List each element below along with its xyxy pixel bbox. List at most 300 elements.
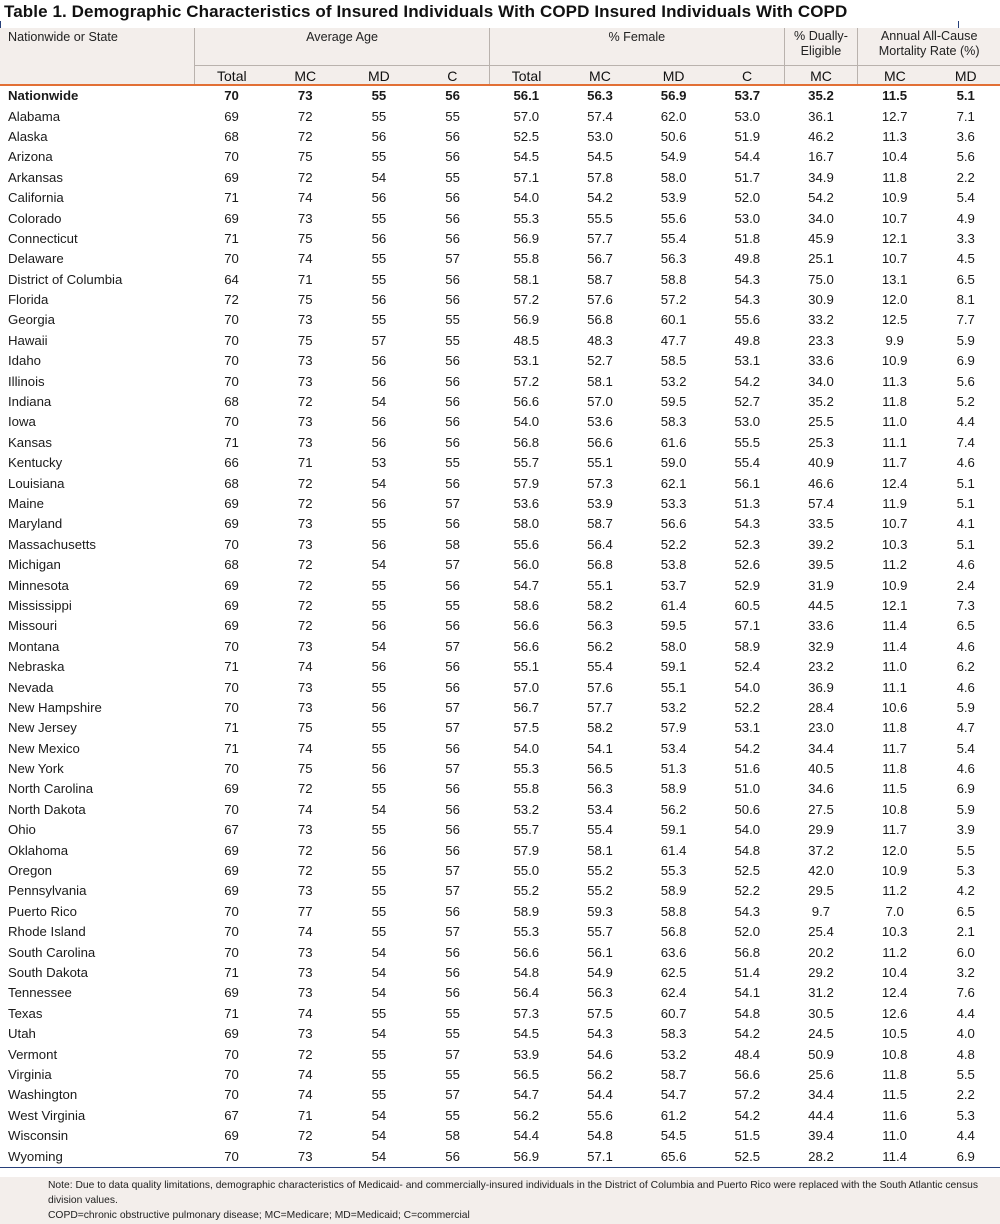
state-name-cell: Wyoming [0,1146,195,1167]
value-cell: 57.5 [587,1005,613,1021]
value-cell: 73 [297,210,313,226]
value-cell: 58.0 [513,516,540,532]
value-cell: 10.5 [881,1026,908,1042]
value-cell: 56 [445,190,460,206]
value-cell: 70 [224,1046,239,1062]
value-cell: 58 [445,1128,460,1144]
value-cell: 56 [445,373,460,389]
value-cell: 5.1 [956,496,975,511]
header-dually-eligible [784,28,858,66]
subheader-cell: MD [342,66,416,86]
value-cell: 55 [371,822,387,838]
value-cell: 11.5 [882,88,908,104]
value-cell: 48.5 [513,332,540,348]
value-cell: 29.5 [808,883,834,899]
table-row [0,861,1000,881]
value-cell: 70 [224,332,239,348]
value-cell: 62.4 [660,985,687,1001]
value-cell: 54.4 [513,1128,540,1144]
value-cell: 58.7 [587,271,613,287]
value-cell: 9.9 [885,332,904,348]
header-mortality-rate [858,28,1000,66]
value-cell: 59.5 [660,394,687,410]
value-cell: 54.0 [513,190,540,206]
value-cell: 23.2 [808,659,834,675]
value-cell: 56.4 [587,536,613,552]
state-name-cell: Nevada [8,679,54,695]
value-cell: 54.7 [513,1087,540,1103]
value-cell: 34.6 [808,781,834,797]
value-cell: 24.5 [808,1026,834,1042]
value-cell: 35.2 [808,394,834,410]
value-cell: 56 [445,149,460,165]
value-cell: 66 [224,455,239,471]
demographics-table [0,28,1000,1168]
value-cell: 55.5 [734,434,761,450]
value-cell: 72 [297,128,313,144]
value-cell: 2.2 [956,169,975,185]
value-cell: 57.8 [587,169,613,185]
value-cell: 6.9 [956,353,975,369]
value-cell: 51.5 [734,1128,761,1144]
value-cell: 61.6 [660,434,687,450]
value-cell: 62.5 [660,964,687,980]
header-average-age: Average Age [195,28,490,66]
value-cell: 44.5 [808,597,834,613]
table-row [0,1065,1000,1085]
value-cell: 74 [297,659,313,675]
value-cell: 52.5 [513,128,540,144]
value-cell: 57.4 [808,496,834,511]
table-row [0,596,1000,616]
value-cell: 11.2 [882,557,907,573]
value-cell: 56 [371,659,387,675]
value-cell: 56 [371,353,387,369]
state-name-cell: Ohio [8,822,36,838]
table-row [0,208,1000,228]
value-cell: 53.0 [734,414,761,430]
value-cell: 72 [224,292,239,308]
table-row [0,840,1000,860]
value-cell: 53.1 [734,353,761,369]
value-cell: 70 [224,1087,239,1103]
value-cell: 54.7 [513,577,540,593]
value-cell: 54.3 [734,516,761,532]
value-cell: 69 [224,577,239,593]
value-cell: 69 [224,108,239,124]
value-cell: 4.6 [956,638,975,654]
value-cell: 55 [371,903,387,919]
value-cell: 11.0 [882,659,907,675]
value-cell: 72 [297,618,313,634]
value-cell: 34.4 [808,1087,834,1103]
value-cell: 51.3 [660,761,687,777]
value-cell: 56.6 [513,638,540,654]
value-cell: 48.4 [734,1046,761,1062]
value-cell: 55 [371,271,387,287]
value-cell: 53.7 [734,88,761,104]
value-cell: 55.1 [660,679,687,695]
value-cell: 75.0 [808,271,834,287]
footnote [0,1177,1000,1224]
value-cell: 51.7 [734,169,761,185]
value-cell: 57.1 [563,1146,637,1167]
value-cell: 58.2 [587,720,613,736]
value-cell: 69 [224,863,239,879]
value-cell: 23.0 [808,720,834,736]
value-cell: 54.1 [587,740,613,756]
value-cell: 70 [224,536,239,552]
value-cell: 57 [445,496,460,511]
value-cell: 57.4 [587,108,613,124]
value-cell: 56 [445,394,460,410]
value-cell: 5.1 [956,536,975,552]
table-row [0,392,1000,412]
value-cell: 73 [297,1026,313,1042]
subheader-cell: C [710,66,784,86]
value-cell: 69 [224,618,239,634]
value-cell: 69 [224,883,239,899]
value-cell: 59.3 [587,903,613,919]
value-cell: 70 [224,924,239,940]
value-cell: 63.6 [660,944,687,960]
state-name-cell: Illinois [8,373,45,389]
value-cell: 56.6 [513,394,540,410]
value-cell: 55 [445,108,460,124]
table-row [0,270,1000,290]
value-cell: 11.2 [882,883,907,899]
value-cell: 56 [445,414,460,430]
value-cell: 10.3 [881,924,908,940]
value-cell: 53.2 [660,699,687,715]
table-row [0,188,1000,208]
table-row [0,351,1000,371]
table-row [0,106,1000,126]
value-cell: 46.2 [808,128,834,144]
value-cell: 10.9 [881,863,908,879]
value-cell: 4.4 [956,414,975,430]
value-cell: 57.7 [587,699,613,715]
value-cell: 56.7 [587,251,613,267]
value-cell: 73 [297,883,313,899]
value-cell: 53.4 [660,740,687,756]
value-cell: 10.4 [881,964,908,980]
value-cell: 5.3 [956,863,975,879]
state-name-cell: Missouri [8,618,58,634]
value-cell: 34.9 [808,169,834,185]
value-cell: 56 [371,190,387,206]
value-cell: 72 [297,108,313,124]
table-row [0,1044,1000,1064]
value-cell: 10.6 [881,699,908,715]
value-cell: 51.4 [734,964,761,980]
value-cell: 28.2 [784,1146,858,1167]
value-cell: 74 [297,1005,313,1021]
value-cell: 55.7 [513,455,540,471]
value-cell: 55 [445,455,460,471]
value-cell: 54.0 [513,740,540,756]
value-cell: 70 [224,414,239,430]
value-cell: 55.6 [513,536,540,552]
value-cell: 10.9 [881,190,908,206]
value-cell: 11.1 [882,679,907,695]
value-cell: 36.9 [808,679,834,695]
value-cell: 55 [445,1107,460,1123]
value-cell: 56 [445,964,460,980]
value-cell: 56 [445,475,460,491]
value-cell: 57 [445,924,460,940]
value-cell: 57 [445,720,460,736]
value-cell: 12.1 [881,597,908,613]
value-cell: 70 [195,1146,269,1167]
value-cell: 54 [371,985,387,1001]
value-cell: 55 [371,1046,387,1062]
value-cell: 77 [297,903,313,919]
value-cell: 72 [297,863,313,879]
state-name-cell: Pennsylvania [8,883,87,899]
value-cell: 68 [224,394,239,410]
value-cell: 54.8 [734,842,761,858]
state-name-cell: California [8,190,64,206]
value-cell: 56 [371,699,387,715]
value-cell: 11.8 [882,720,907,736]
value-cell: 59.5 [660,618,687,634]
value-cell: 4.6 [956,455,975,471]
value-cell: 57 [445,883,460,899]
value-cell: 56 [445,944,460,960]
value-cell: 73 [297,312,313,328]
value-cell: 72 [297,781,313,797]
value-cell: 57.2 [734,1087,761,1103]
value-cell: 11.8 [882,1066,907,1082]
value-cell: 57.9 [660,720,687,736]
state-name-cell: Puerto Rico [8,903,77,919]
table-row [0,616,1000,636]
value-cell: 69 [224,597,239,613]
value-cell: 39.2 [808,536,834,552]
value-cell: 56 [445,618,460,634]
value-cell: 50.6 [734,801,761,817]
value-cell: 54 [371,964,387,980]
value-cell: 54.9 [660,149,687,165]
value-cell: 40.9 [808,455,834,471]
value-cell: 62.1 [660,475,687,491]
state-name-cell: Hawaii [8,332,48,348]
state-name-cell: Nebraska [8,659,65,675]
value-cell: 56 [445,985,460,1001]
value-cell: 30.9 [808,292,834,308]
value-cell: 52.5 [734,863,761,879]
table-row [0,494,1000,514]
value-cell: 56.8 [660,924,687,940]
table-row [0,331,1000,351]
state-name-cell: Utah [8,1026,36,1042]
value-cell: 61.4 [660,842,687,858]
table-row [0,983,1000,1003]
value-cell: 56 [445,88,460,104]
value-cell: 11.6 [882,1107,907,1123]
value-cell: 56.1 [734,475,761,491]
value-cell: 36.1 [808,108,834,124]
value-cell: 4.6 [956,761,975,777]
value-cell: 56 [445,801,460,817]
value-cell: 32.9 [808,638,834,654]
value-cell: 10.4 [881,149,908,165]
value-cell: 56 [445,740,460,756]
value-cell: 60.5 [734,597,761,613]
value-cell: 75 [297,292,313,308]
value-cell: 11.3 [882,128,907,144]
value-cell: 53.6 [587,414,613,430]
value-cell: 33.6 [808,353,834,369]
subheader-cell: MD [931,66,1000,86]
value-cell: 70 [224,903,239,919]
value-cell: 75 [297,230,313,246]
value-cell: 53.0 [587,128,613,144]
value-cell: 4.4 [956,1128,975,1144]
table-row [0,575,1000,595]
state-name-cell: Maryland [8,516,63,532]
table-row [0,249,1000,269]
value-cell: 11.3 [882,373,907,389]
value-cell: 55.8 [513,781,540,797]
value-cell: 72 [297,475,313,491]
value-cell: 56.0 [513,557,540,573]
value-cell: 57.3 [513,1005,540,1021]
value-cell: 55.3 [660,863,687,879]
value-cell: 52.2 [734,883,761,899]
table-row [0,290,1000,310]
value-cell: 55 [371,577,387,593]
value-cell: 71 [297,271,313,287]
value-cell: 6.5 [956,903,975,919]
value-cell: 4.7 [956,720,975,736]
value-cell: 59.1 [660,822,687,838]
state-name-cell: Maine [8,496,44,511]
value-cell: 71 [224,434,239,450]
value-cell: 54.3 [587,1026,613,1042]
value-cell: 71 [224,740,239,756]
value-cell: 5.5 [956,1066,975,1082]
value-cell: 54.5 [660,1128,687,1144]
value-cell: 49.8 [734,251,761,267]
value-cell: 10.9 [881,577,908,593]
value-cell: 6.5 [956,618,975,634]
value-cell: 56 [371,536,387,552]
value-cell: 73 [297,353,313,369]
table-row [0,657,1000,677]
value-cell: 39.4 [808,1128,834,1144]
value-cell: 53.9 [513,1046,540,1062]
value-cell: 10.9 [881,353,908,369]
state-name-cell: South Carolina [8,944,96,960]
value-cell: 60.7 [660,1005,687,1021]
value-cell: 25.3 [808,434,834,450]
value-cell: 58.6 [513,597,540,613]
state-name-cell: Colorado [8,210,62,226]
value-cell: 67 [224,822,239,838]
value-cell: 23.3 [808,332,834,348]
value-cell: 56.1 [513,88,540,104]
state-name-cell: New Hampshire [8,699,102,715]
value-cell: 69 [224,1128,239,1144]
value-cell: 57 [445,638,460,654]
value-cell: 56.9 [489,1146,563,1167]
table-row [0,147,1000,167]
value-cell: 55.4 [587,659,613,675]
value-cell: 68 [224,475,239,491]
value-cell: 57 [445,761,460,777]
value-cell: 54 [371,638,387,654]
value-cell: 57.9 [513,842,540,858]
value-cell: 58.9 [734,638,761,654]
value-cell: 11.5 [882,781,907,797]
value-cell: 57.3 [587,475,613,491]
value-cell: 55 [371,863,387,879]
state-name-cell: Kansas [8,434,52,450]
value-cell: 10.8 [881,801,908,817]
header-mortality-rate-text: Annual All-Cause Mortality Rate (%) [878,29,980,58]
value-cell: 37.2 [808,842,834,858]
value-cell: 5.9 [956,332,975,348]
value-cell: 56.6 [587,434,613,450]
value-cell: 54.5 [513,149,540,165]
value-cell: 72 [297,169,313,185]
value-cell: 51.3 [734,496,761,511]
value-cell: 11.4 [882,618,907,634]
value-cell: 67 [224,1107,239,1123]
value-cell: 12.1 [881,230,908,246]
value-cell: 53.2 [513,801,540,817]
value-cell: 55 [445,597,460,613]
value-cell: 73 [297,699,313,715]
value-cell: 51.6 [734,761,761,777]
value-cell: 46.6 [808,475,834,491]
value-cell: 25.1 [808,251,834,267]
header-row-subcolumns [0,66,1000,86]
state-name-cell: Idaho [8,353,42,369]
state-name-cell: New Jersey [8,720,77,736]
header-nationwide-or-state: Nationwide or State [0,28,195,66]
value-cell: 73 [297,985,313,1001]
value-cell: 58.8 [660,903,687,919]
value-cell: 58.5 [660,353,687,369]
value-cell: 55 [371,149,387,165]
value-cell: 6.2 [956,659,975,675]
value-cell: 71 [224,190,239,206]
value-cell: 33.6 [808,618,834,634]
state-name-cell: Virginia [8,1066,52,1082]
value-cell: 33.2 [808,312,834,328]
value-cell: 71 [224,1005,239,1021]
value-cell: 73 [297,536,313,552]
value-cell: 54 [371,1026,387,1042]
state-name-cell: Indiana [8,394,52,410]
state-name-cell: Massachusetts [8,536,96,552]
value-cell: 70 [224,944,239,960]
subheader-cell: Total [489,66,563,86]
value-cell: 73 [297,373,313,389]
value-cell: 55.4 [587,822,613,838]
value-cell: 58 [445,536,460,552]
value-cell: 55 [371,1087,387,1103]
value-cell: 56.6 [734,1066,761,1082]
value-cell: 55.3 [513,761,540,777]
value-cell: 55 [371,720,387,736]
value-cell: 53.9 [660,190,687,206]
value-cell: 56.4 [513,985,540,1001]
value-cell: 56 [445,822,460,838]
